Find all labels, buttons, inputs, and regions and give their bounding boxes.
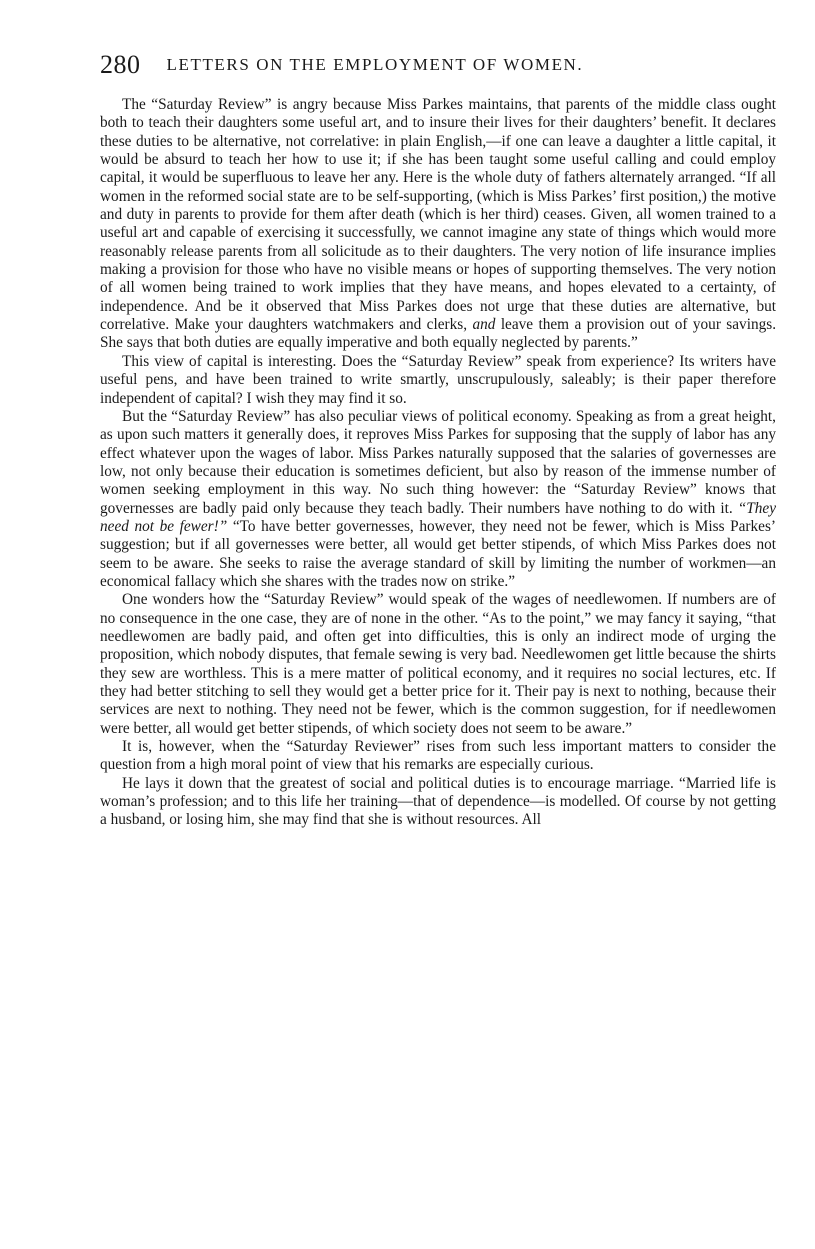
paragraph-moral-point: It is, however, when the “Saturday Reviewer” rises from such less important matters to consider the question from a high moral point of view that his remarks are especially curious. <box>100 738 776 774</box>
running-title: LETTERS ON THE EMPLOYMENT OF WOMEN. <box>166 55 584 74</box>
paragraph-marriage: He lays it down that the greatest of social and political duties is to encourage marriage. “Married life is woman’s profession; and to this life her training—that of dependence—is modelled. Of course by not getting a husband, or losing him, she may find that she is without resources. All <box>100 774 776 829</box>
paragraph-political-economy <box>100 408 776 591</box>
paragraph-text-continued: leave them a provision out of your savings. She says that both duties are equally imperative and both equally neglected by parents.” <box>100 316 777 352</box>
paragraph-text: But the “Saturday Review” has also peculiar views of political economy. Speaking as from a great height, as upon such matters it generally does, it reproves Miss Parkes for supposing that the supply of labor has any effect whatever upon the wages of labor. Miss Parkes naturally supposed that the salaries of governesses are low, not only because their education is sometimes deficient, but also by reason of the immense number of women seeking employment in this way. No such thing however: the “Saturday Review” knows that governesses are badly paid only because they teach badly. Their numbers have nothing to do with it. <box>100 407 776 517</box>
italic-emphasis: and <box>472 316 496 334</box>
paragraph-text-continued: “To have better governesses, however, they need not be fewer, which is Miss Parkes’ suggestion; but if all governesses were better, all would get better stipends, of which Miss Parkes does not seem to be aware. She seeks to raise the average standard of skill by limiting the number of workmen—an economical fallacy which she shares with the trades now on strike.” <box>100 517 777 590</box>
page-number: 280 <box>100 50 141 79</box>
body-text <box>100 96 776 830</box>
italic-quotation: “They need not be fewer!” <box>100 499 776 535</box>
paragraph-view-of-capital: This view of capital is interesting. Does the “Saturday Review” speak from experience? Its writers have useful pens, and have been trained to write smartly, unscrupulously, saleably; is their paper therefore independent of capital? I wish they may find it so. <box>100 352 776 407</box>
page-header <box>100 50 780 80</box>
paragraph-saturday-review-intro <box>100 96 776 353</box>
paragraph-needlewomen: One wonders how the “Saturday Review” would speak of the wages of needlewomen. If numbers are of no consequence in the one case, they are of none in the other. “As to the point,” we may fancy it saying, “that needlewomen are badly paid, and often get into difficulties, this is only an indirect mode of urging the proposition, which nobody disputes, that female sewing is very bad. Needlewomen get little because the shirts they sew are worthless. This is a mere matter of political economy, and it requires no social lectures, etc. If they had better stitching to sell they would get a better price for it. Their pay is next to nothing, because their services are next to nothing. They need not be fewer, which is the common suggestion, for if needlewomen were better, all would get better stipends, of which society does not seem to be aware.” <box>100 591 776 737</box>
paragraph-text: The “Saturday Review” is angry because Miss Parkes maintains, that parents of the middle class ought both to teach their daughters some useful art, and to insure their lives for their daughters’ benefit. It declares these duties to be alternative, not correlative: in plain English,—if one can leave a daughter a little capital, it would be absurd to teach her how to use it; if she has been taught some useful calling and could employ capital, it would be superfluous to leave her any. Here is the whole duty of fathers alternately arranged. “If all women in the reformed social state are to be self-supporting, (which is Miss Parkes’ first position,) the motive and duty in parents to provide for them after death (which is her third) ceases. Given, all women trained to a useful art and capable of exercising it successfully, we cannot imagine any state of things which would more reasonably release parents from all solicitude as to their daughters. The very notion of life insurance implies making a provision for those who have no visible means or hopes of supporting themselves. The very notion of all women being trained to work implies that they have means, and hopes elevated to a certainty, of independence. And be it observed that Miss Parkes does not urge that these duties are alternative, but correlative. Make your daughters watchmakers and clerks, <box>100 96 776 334</box>
